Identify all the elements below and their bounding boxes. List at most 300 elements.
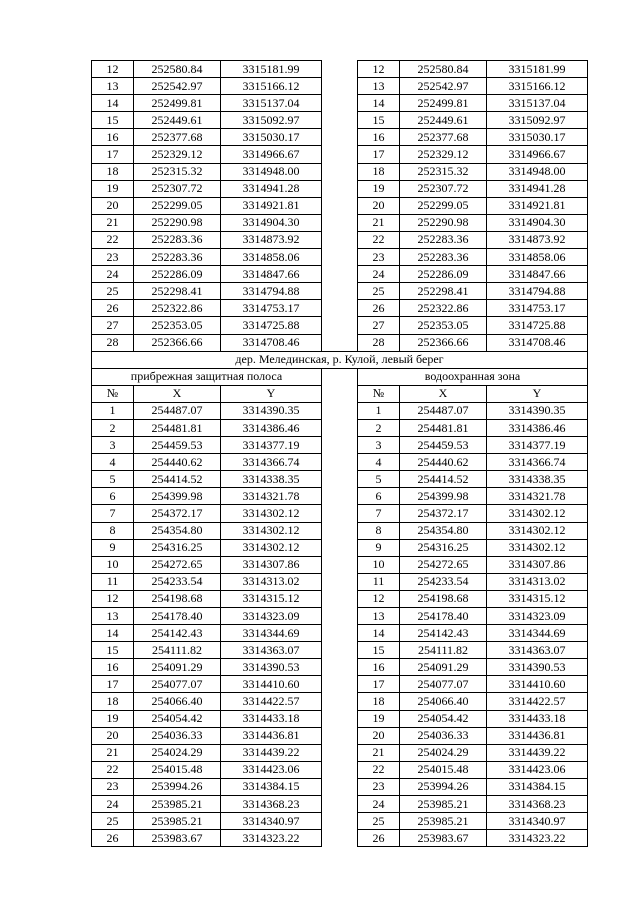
x-coordinate-cell: 253985.21 (134, 796, 221, 813)
point-number-cell: 4 (92, 454, 134, 471)
table-row (92, 249, 588, 266)
y-coordinate-cell: 3314708.46 (487, 334, 588, 351)
y-coordinate-cell: 3314858.06 (487, 249, 588, 266)
y-coordinate-cell: 3314338.35 (221, 471, 322, 488)
x-coordinate-cell: 254233.54 (400, 573, 487, 590)
section-title: дер. Мелединская, р. Кулой, левый берег (92, 351, 588, 368)
y-coordinate-cell: 3314386.46 (221, 419, 322, 436)
point-number-cell: 11 (358, 573, 400, 590)
column-gap (322, 163, 358, 180)
y-coordinate-cell: 3314390.53 (487, 659, 588, 676)
y-coordinate-cell: 3314423.06 (221, 761, 322, 778)
table-row (92, 710, 588, 727)
y-coordinate-cell: 3314321.78 (487, 488, 588, 505)
y-coordinate-cell: 3314366.74 (487, 454, 588, 471)
column-gap (322, 249, 358, 266)
point-number-cell: 23 (92, 249, 134, 266)
point-number-cell: 22 (358, 761, 400, 778)
y-coordinate-cell: 3314422.57 (487, 693, 588, 710)
y-coordinate-cell: 3314377.19 (221, 437, 322, 454)
x-coordinate-cell: 252580.84 (400, 61, 487, 78)
column-gap (322, 317, 358, 334)
x-coordinate-cell: 252377.68 (400, 129, 487, 146)
y-coordinate-cell: 3314941.28 (487, 180, 588, 197)
table-row (92, 317, 588, 334)
x-coordinate-cell: 254354.80 (400, 522, 487, 539)
table-row (92, 625, 588, 642)
x-coordinate-cell: 252290.98 (400, 214, 487, 231)
point-number-cell: 19 (358, 180, 400, 197)
x-coordinate-cell: 253983.67 (400, 830, 487, 847)
x-coordinate-cell: 254487.07 (134, 402, 221, 419)
y-coordinate-cell: 3314344.69 (487, 625, 588, 642)
x-coordinate-cell: 254272.65 (400, 556, 487, 573)
y-coordinate-cell: 3314302.12 (487, 505, 588, 522)
x-coordinate-cell: 252299.05 (134, 197, 221, 214)
column-gap (322, 197, 358, 214)
point-number-cell: 27 (358, 317, 400, 334)
y-coordinate-cell: 3314422.57 (221, 693, 322, 710)
x-coordinate-cell: 252449.61 (400, 112, 487, 129)
point-number-cell: 1 (358, 402, 400, 419)
column-gap (322, 693, 358, 710)
y-coordinate-cell: 3314725.88 (487, 317, 588, 334)
x-coordinate-cell: 254459.53 (400, 437, 487, 454)
x-coordinate-cell: 254066.40 (134, 693, 221, 710)
x-coordinate-cell: 252290.98 (134, 214, 221, 231)
y-coordinate-cell: 3314439.22 (487, 744, 588, 761)
left-heading: прибрежная защитная полоса (92, 368, 322, 385)
column-gap (322, 129, 358, 146)
point-number-cell: 27 (92, 317, 134, 334)
point-number-cell: 3 (92, 437, 134, 454)
y-coordinate-cell: 3314344.69 (221, 625, 322, 642)
y-coordinate-cell: 3314708.46 (221, 334, 322, 351)
point-number-cell: 25 (358, 283, 400, 300)
x-coordinate-cell: 254142.43 (134, 625, 221, 642)
x-coordinate-cell: 252298.41 (134, 283, 221, 300)
y-coordinate-cell: 3314368.23 (221, 796, 322, 813)
point-number-cell: 20 (358, 197, 400, 214)
y-coordinate-cell: 3314363.07 (221, 642, 322, 659)
point-number-cell: 23 (358, 778, 400, 795)
point-number-cell: 26 (358, 830, 400, 847)
y-coordinate-cell: 3314315.12 (487, 590, 588, 607)
y-coordinate-cell: 3314340.97 (487, 813, 588, 830)
point-number-cell: 20 (358, 727, 400, 744)
y-coordinate-cell: 3314377.19 (487, 437, 588, 454)
x-coordinate-cell: 254036.33 (400, 727, 487, 744)
y-coordinate-cell: 3314410.60 (487, 676, 588, 693)
point-number-cell: 14 (358, 625, 400, 642)
column-gap (322, 402, 358, 419)
column-gap (322, 710, 358, 727)
y-coordinate-cell: 3314904.30 (487, 214, 588, 231)
point-number-cell: 6 (92, 488, 134, 505)
x-coordinate-cell: 252299.05 (400, 197, 487, 214)
point-number-cell: 16 (92, 129, 134, 146)
y-coordinate-cell: 3314323.22 (221, 830, 322, 847)
column-gap (322, 796, 358, 813)
column-gap (322, 813, 358, 830)
table-row (92, 112, 588, 129)
column-gap (322, 95, 358, 112)
y-coordinate-cell: 3315137.04 (221, 95, 322, 112)
y-coordinate-cell: 3315137.04 (487, 95, 588, 112)
table-row (92, 454, 588, 471)
x-coordinate-cell: 254399.98 (400, 488, 487, 505)
y-coordinate-cell: 3314858.06 (221, 249, 322, 266)
point-number-cell: 17 (92, 146, 134, 163)
x-coordinate-cell: 254316.25 (400, 539, 487, 556)
y-coordinate-cell: 3314794.88 (487, 283, 588, 300)
point-number-cell: 25 (92, 283, 134, 300)
y-coordinate-cell: 3314433.18 (221, 710, 322, 727)
point-number-cell: 12 (92, 61, 134, 78)
x-coordinate-cell: 254487.07 (400, 402, 487, 419)
table-row (92, 163, 588, 180)
column-gap (322, 385, 358, 402)
table-row (92, 95, 588, 112)
y-coordinate-cell: 3315166.12 (487, 78, 588, 95)
table-row (92, 522, 588, 539)
x-coordinate-cell: 252499.81 (400, 95, 487, 112)
point-number-cell: 21 (92, 744, 134, 761)
point-number-cell: 18 (92, 163, 134, 180)
y-coordinate-cell: 3314873.92 (487, 231, 588, 248)
column-gap (322, 539, 358, 556)
y-coordinate-cell: 3314436.81 (221, 727, 322, 744)
y-coordinate-cell: 3314302.12 (487, 522, 588, 539)
point-number-cell: 10 (92, 556, 134, 573)
y-coordinate-cell: 3314321.78 (221, 488, 322, 505)
subheading-row (92, 368, 588, 385)
column-header-number: № (358, 385, 400, 402)
x-coordinate-cell: 254178.40 (400, 608, 487, 625)
x-coordinate-cell: 254272.65 (134, 556, 221, 573)
table-row (92, 590, 588, 607)
y-coordinate-cell: 3314966.67 (487, 146, 588, 163)
point-number-cell: 16 (358, 129, 400, 146)
x-coordinate-cell: 254142.43 (400, 625, 487, 642)
table-row (92, 78, 588, 95)
column-gap (322, 761, 358, 778)
point-number-cell: 1 (92, 402, 134, 419)
x-coordinate-cell: 253994.26 (134, 778, 221, 795)
y-coordinate-cell: 3314386.46 (487, 419, 588, 436)
x-coordinate-cell: 254024.29 (400, 744, 487, 761)
point-number-cell: 17 (358, 146, 400, 163)
y-coordinate-cell: 3314439.22 (221, 744, 322, 761)
right-heading: водоохранная зона (358, 368, 588, 385)
y-coordinate-cell: 3314313.02 (487, 573, 588, 590)
y-coordinate-cell: 3314384.15 (221, 778, 322, 795)
table-row (92, 539, 588, 556)
y-coordinate-cell: 3314323.22 (487, 830, 588, 847)
point-number-cell: 28 (92, 334, 134, 351)
point-number-cell: 4 (358, 454, 400, 471)
column-gap (322, 471, 358, 488)
x-coordinate-cell: 252315.32 (134, 163, 221, 180)
y-coordinate-cell: 3314921.81 (221, 197, 322, 214)
point-number-cell: 6 (358, 488, 400, 505)
x-coordinate-cell: 252283.36 (400, 249, 487, 266)
column-gap (322, 231, 358, 248)
point-number-cell: 15 (358, 112, 400, 129)
y-coordinate-cell: 3314847.66 (221, 266, 322, 283)
x-coordinate-cell: 254440.62 (134, 454, 221, 471)
x-coordinate-cell: 254024.29 (134, 744, 221, 761)
point-number-cell: 18 (358, 163, 400, 180)
table-row (92, 761, 588, 778)
y-coordinate-cell: 3315181.99 (487, 61, 588, 78)
table-row (92, 437, 588, 454)
y-coordinate-cell: 3314302.12 (221, 522, 322, 539)
y-coordinate-cell: 3314323.09 (221, 608, 322, 625)
point-number-cell: 13 (92, 78, 134, 95)
x-coordinate-cell: 252353.05 (400, 317, 487, 334)
point-number-cell: 23 (358, 249, 400, 266)
point-number-cell: 22 (92, 761, 134, 778)
x-coordinate-cell: 254354.80 (134, 522, 221, 539)
column-gap (322, 61, 358, 78)
point-number-cell: 28 (358, 334, 400, 351)
x-coordinate-cell: 254015.48 (134, 761, 221, 778)
column-header-x: X (400, 385, 487, 402)
column-gap (322, 590, 358, 607)
x-coordinate-cell: 253983.67 (134, 830, 221, 847)
y-coordinate-cell: 3314390.35 (221, 402, 322, 419)
point-number-cell: 14 (92, 625, 134, 642)
point-number-cell: 8 (92, 522, 134, 539)
x-coordinate-cell: 254091.29 (400, 659, 487, 676)
y-coordinate-cell: 3314368.23 (487, 796, 588, 813)
x-coordinate-cell: 252329.12 (400, 146, 487, 163)
table-row (92, 642, 588, 659)
x-coordinate-cell: 252353.05 (134, 317, 221, 334)
column-gap (322, 659, 358, 676)
point-number-cell: 18 (358, 693, 400, 710)
x-coordinate-cell: 254111.82 (400, 642, 487, 659)
point-number-cell: 20 (92, 197, 134, 214)
point-number-cell: 12 (358, 590, 400, 607)
table-row (92, 505, 588, 522)
point-number-cell: 24 (358, 796, 400, 813)
x-coordinate-cell: 252286.09 (400, 266, 487, 283)
point-number-cell: 21 (92, 214, 134, 231)
point-number-cell: 26 (92, 830, 134, 847)
point-number-cell: 5 (358, 471, 400, 488)
point-number-cell: 21 (358, 214, 400, 231)
column-header-y: Y (487, 385, 588, 402)
table-row (92, 471, 588, 488)
x-coordinate-cell: 254198.68 (400, 590, 487, 607)
point-number-cell: 13 (358, 608, 400, 625)
column-gap (322, 368, 358, 385)
column-gap (322, 778, 358, 795)
y-coordinate-cell: 3315092.97 (487, 112, 588, 129)
point-number-cell: 23 (92, 778, 134, 795)
x-coordinate-cell: 254111.82 (134, 642, 221, 659)
table-row (92, 830, 588, 847)
point-number-cell: 3 (358, 437, 400, 454)
table-row (92, 146, 588, 163)
point-number-cell: 7 (358, 505, 400, 522)
y-coordinate-cell: 3315092.97 (221, 112, 322, 129)
y-coordinate-cell: 3314390.53 (221, 659, 322, 676)
x-coordinate-cell: 252580.84 (134, 61, 221, 78)
y-coordinate-cell: 3314307.86 (487, 556, 588, 573)
x-coordinate-cell: 252322.86 (134, 300, 221, 317)
y-coordinate-cell: 3314423.06 (487, 761, 588, 778)
x-coordinate-cell: 252298.41 (400, 283, 487, 300)
table-row (92, 813, 588, 830)
column-gap (322, 625, 358, 642)
y-coordinate-cell: 3314948.00 (221, 163, 322, 180)
point-number-cell: 19 (92, 180, 134, 197)
point-number-cell: 15 (92, 112, 134, 129)
x-coordinate-cell: 252322.86 (400, 300, 487, 317)
column-gap (322, 300, 358, 317)
column-gap (322, 522, 358, 539)
table-row (92, 61, 588, 78)
x-coordinate-cell: 252377.68 (134, 129, 221, 146)
y-coordinate-cell: 3314323.09 (487, 608, 588, 625)
column-gap (322, 488, 358, 505)
table-row (92, 573, 588, 590)
x-coordinate-cell: 254066.40 (400, 693, 487, 710)
point-number-cell: 19 (358, 710, 400, 727)
y-coordinate-cell: 3314302.12 (487, 539, 588, 556)
point-number-cell: 7 (92, 505, 134, 522)
y-coordinate-cell: 3314753.17 (221, 300, 322, 317)
y-coordinate-cell: 3314340.97 (221, 813, 322, 830)
x-coordinate-cell: 253985.21 (400, 796, 487, 813)
x-coordinate-cell: 254036.33 (134, 727, 221, 744)
table-row (92, 300, 588, 317)
column-header-y: Y (221, 385, 322, 402)
table-row (92, 727, 588, 744)
y-coordinate-cell: 3314948.00 (487, 163, 588, 180)
y-coordinate-cell: 3314410.60 (221, 676, 322, 693)
point-number-cell: 16 (92, 659, 134, 676)
section-title-row (92, 351, 588, 368)
column-header-number: № (92, 385, 134, 402)
y-coordinate-cell: 3314302.12 (221, 539, 322, 556)
y-coordinate-cell: 3314390.35 (487, 402, 588, 419)
column-gap (322, 676, 358, 693)
x-coordinate-cell: 252286.09 (134, 266, 221, 283)
column-gap (322, 437, 358, 454)
y-coordinate-cell: 3315030.17 (487, 129, 588, 146)
column-gap (322, 830, 358, 847)
table-row (92, 197, 588, 214)
column-gap (322, 266, 358, 283)
y-coordinate-cell: 3314873.92 (221, 231, 322, 248)
table-row (92, 796, 588, 813)
table-row (92, 659, 588, 676)
x-coordinate-cell: 253985.21 (134, 813, 221, 830)
x-coordinate-cell: 254054.42 (134, 710, 221, 727)
y-coordinate-cell: 3314366.74 (221, 454, 322, 471)
x-coordinate-cell: 252449.61 (134, 112, 221, 129)
x-coordinate-cell: 254054.42 (400, 710, 487, 727)
column-gap (322, 146, 358, 163)
point-number-cell: 22 (92, 231, 134, 248)
column-gap (322, 642, 358, 659)
y-coordinate-cell: 3314436.81 (487, 727, 588, 744)
y-coordinate-cell: 3314966.67 (221, 146, 322, 163)
x-coordinate-cell: 252542.97 (134, 78, 221, 95)
column-gap (322, 78, 358, 95)
point-number-cell: 24 (92, 266, 134, 283)
point-number-cell: 5 (92, 471, 134, 488)
point-number-cell: 24 (92, 796, 134, 813)
column-gap (322, 744, 358, 761)
x-coordinate-cell: 254015.48 (400, 761, 487, 778)
y-coordinate-cell: 3314338.35 (487, 471, 588, 488)
point-number-cell: 8 (358, 522, 400, 539)
x-coordinate-cell: 254178.40 (134, 608, 221, 625)
x-coordinate-cell: 254198.68 (134, 590, 221, 607)
y-coordinate-cell: 3314753.17 (487, 300, 588, 317)
x-coordinate-cell: 254481.81 (400, 419, 487, 436)
point-number-cell: 14 (92, 95, 134, 112)
x-coordinate-cell: 252283.36 (134, 249, 221, 266)
y-coordinate-cell: 3314433.18 (487, 710, 588, 727)
y-coordinate-cell: 3314794.88 (221, 283, 322, 300)
x-coordinate-cell: 252283.36 (134, 231, 221, 248)
y-coordinate-cell: 3314315.12 (221, 590, 322, 607)
table-row (92, 402, 588, 419)
column-gap (322, 334, 358, 351)
y-coordinate-cell: 3314384.15 (487, 778, 588, 795)
table-row (92, 129, 588, 146)
y-coordinate-cell: 3314363.07 (487, 642, 588, 659)
column-gap (322, 573, 358, 590)
table-row (92, 214, 588, 231)
x-coordinate-cell: 252307.72 (134, 180, 221, 197)
x-coordinate-cell: 252307.72 (400, 180, 487, 197)
y-coordinate-cell: 3314725.88 (221, 317, 322, 334)
column-header-x: X (134, 385, 221, 402)
point-number-cell: 11 (92, 573, 134, 590)
point-number-cell: 16 (358, 659, 400, 676)
table-row (92, 488, 588, 505)
column-gap (322, 214, 358, 231)
point-number-cell: 10 (358, 556, 400, 573)
column-gap (322, 556, 358, 573)
column-gap (322, 505, 358, 522)
column-gap (322, 283, 358, 300)
table-row (92, 556, 588, 573)
point-number-cell: 24 (358, 266, 400, 283)
x-coordinate-cell: 254233.54 (134, 573, 221, 590)
table-row (92, 266, 588, 283)
table-row (92, 283, 588, 300)
point-number-cell: 17 (358, 676, 400, 693)
x-coordinate-cell: 252499.81 (134, 95, 221, 112)
table-row (92, 231, 588, 248)
point-number-cell: 22 (358, 231, 400, 248)
x-coordinate-cell: 254372.17 (134, 505, 221, 522)
point-number-cell: 26 (92, 300, 134, 317)
point-number-cell: 15 (92, 642, 134, 659)
x-coordinate-cell: 254077.07 (400, 676, 487, 693)
x-coordinate-cell: 252315.32 (400, 163, 487, 180)
x-coordinate-cell: 254077.07 (134, 676, 221, 693)
table-row (92, 180, 588, 197)
